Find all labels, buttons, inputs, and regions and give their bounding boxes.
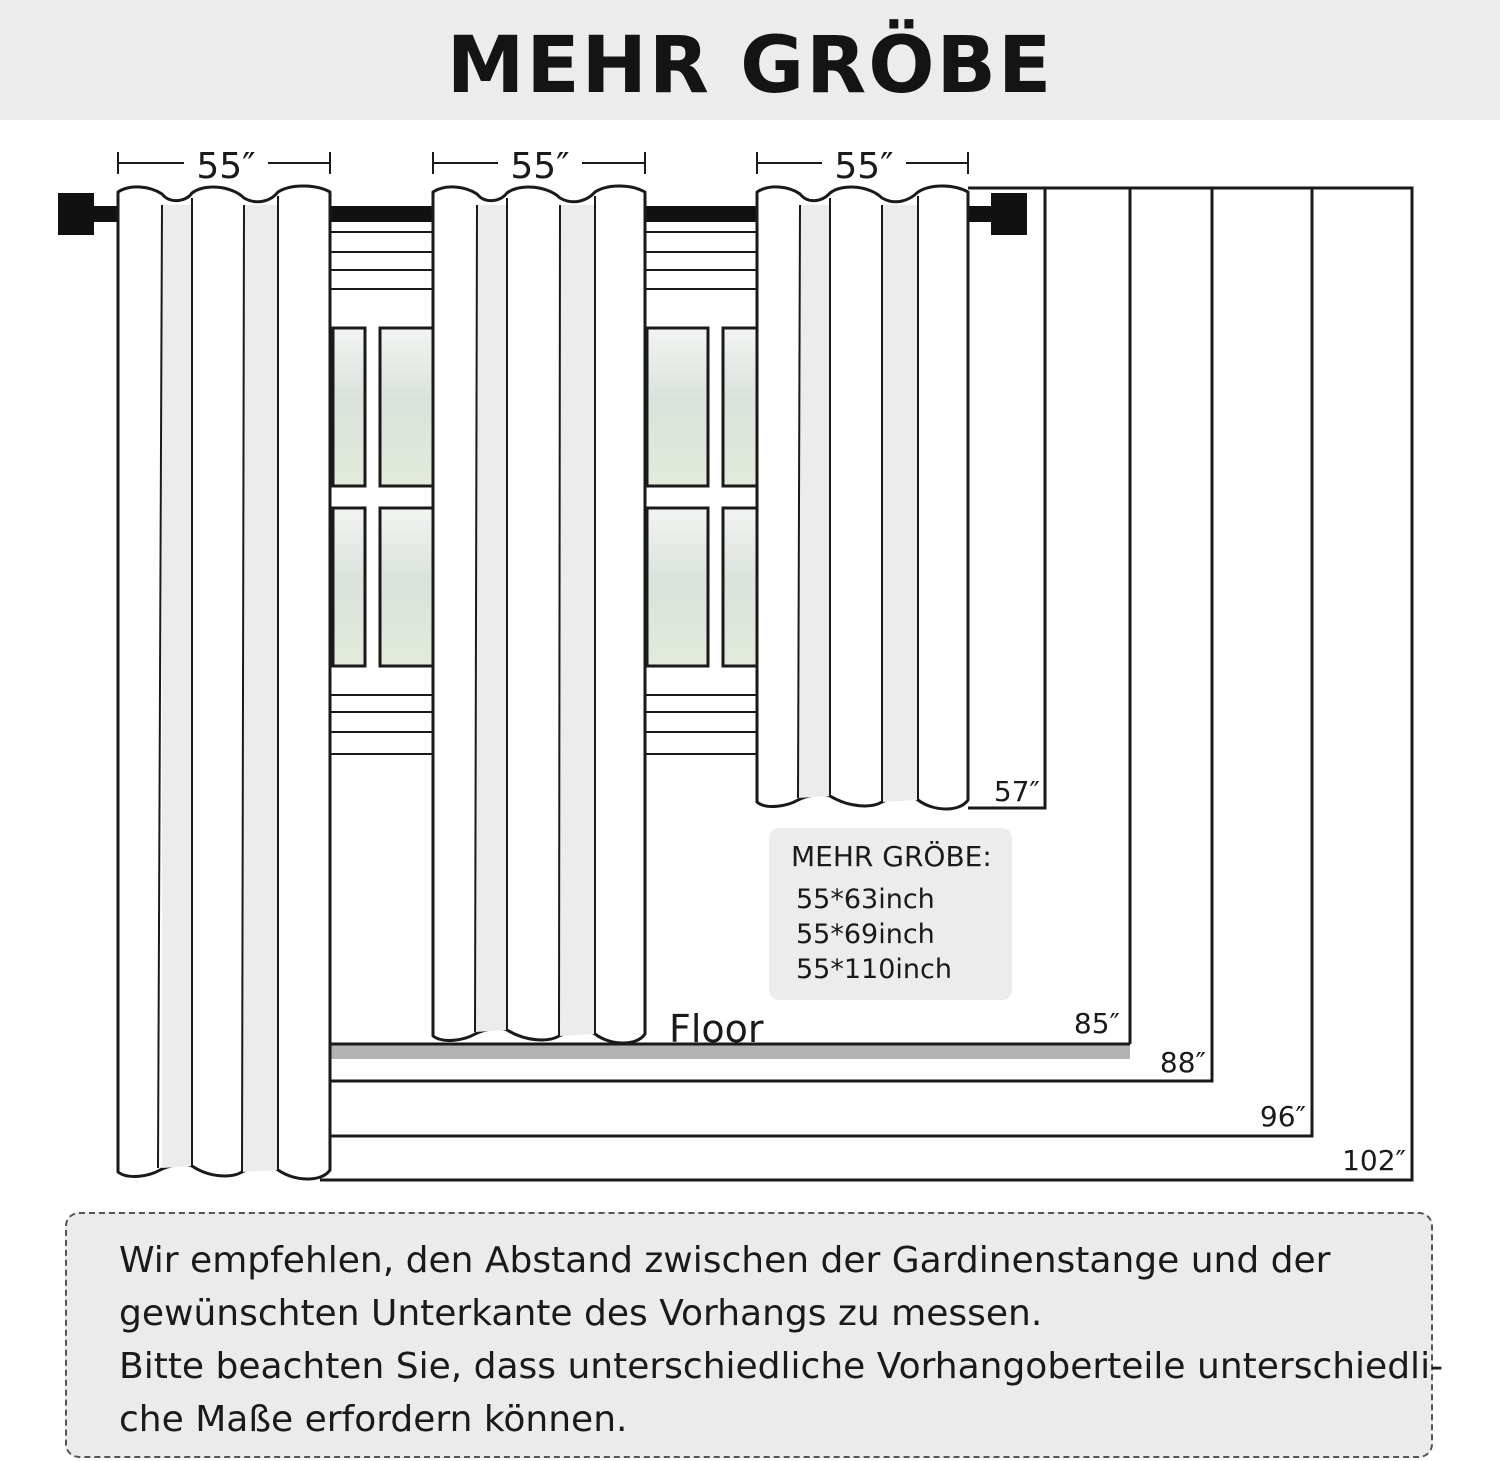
page-title: MEHR GRÖBE <box>446 21 1054 111</box>
curtain-panel-1 <box>118 186 330 1179</box>
length-outline-57 <box>968 188 1045 808</box>
width-label-3: 55″ <box>834 146 894 187</box>
length-label-96: 96″ <box>1259 1100 1306 1133</box>
measurement-note <box>65 1212 1444 1458</box>
size-option: 55*110inch <box>796 954 952 985</box>
length-label-57: 57″ <box>993 775 1040 808</box>
rod-finial-left <box>58 193 94 235</box>
length-label-85: 85″ <box>1073 1007 1120 1040</box>
width-label-1: 55″ <box>196 146 256 187</box>
curtain-panel-2 <box>433 186 645 1043</box>
note-line: che Maße erfordern können. <box>119 1399 628 1440</box>
note-line: Bitte beachten Sie, dass unterschiedliche Vorhangoberteile unterschiedli- <box>119 1346 1444 1387</box>
floor-label: Floor <box>669 1007 764 1051</box>
note-line: gewünschten Unterkante des Vorhangs zu messen. <box>119 1293 1043 1334</box>
window-left <box>330 232 433 754</box>
note-line: Wir empfehlen, den Abstand zwischen der Gardinenstange und der <box>119 1240 1331 1281</box>
length-label-88: 88″ <box>1159 1046 1206 1079</box>
rod-finial-right <box>991 193 1027 235</box>
size-options-box <box>769 828 1012 1000</box>
length-outline-85 <box>1045 188 1130 1044</box>
size-option: 55*63inch <box>796 884 935 915</box>
width-label-2: 55″ <box>510 146 570 187</box>
length-label-102: 102″ <box>1342 1144 1406 1177</box>
size-options-title: MEHR GRÖBE: <box>791 840 992 873</box>
curtain-panel-3 <box>757 186 968 809</box>
size-options-list <box>796 882 952 987</box>
size-option: 55*69inch <box>796 919 935 950</box>
window-right <box>645 232 757 754</box>
